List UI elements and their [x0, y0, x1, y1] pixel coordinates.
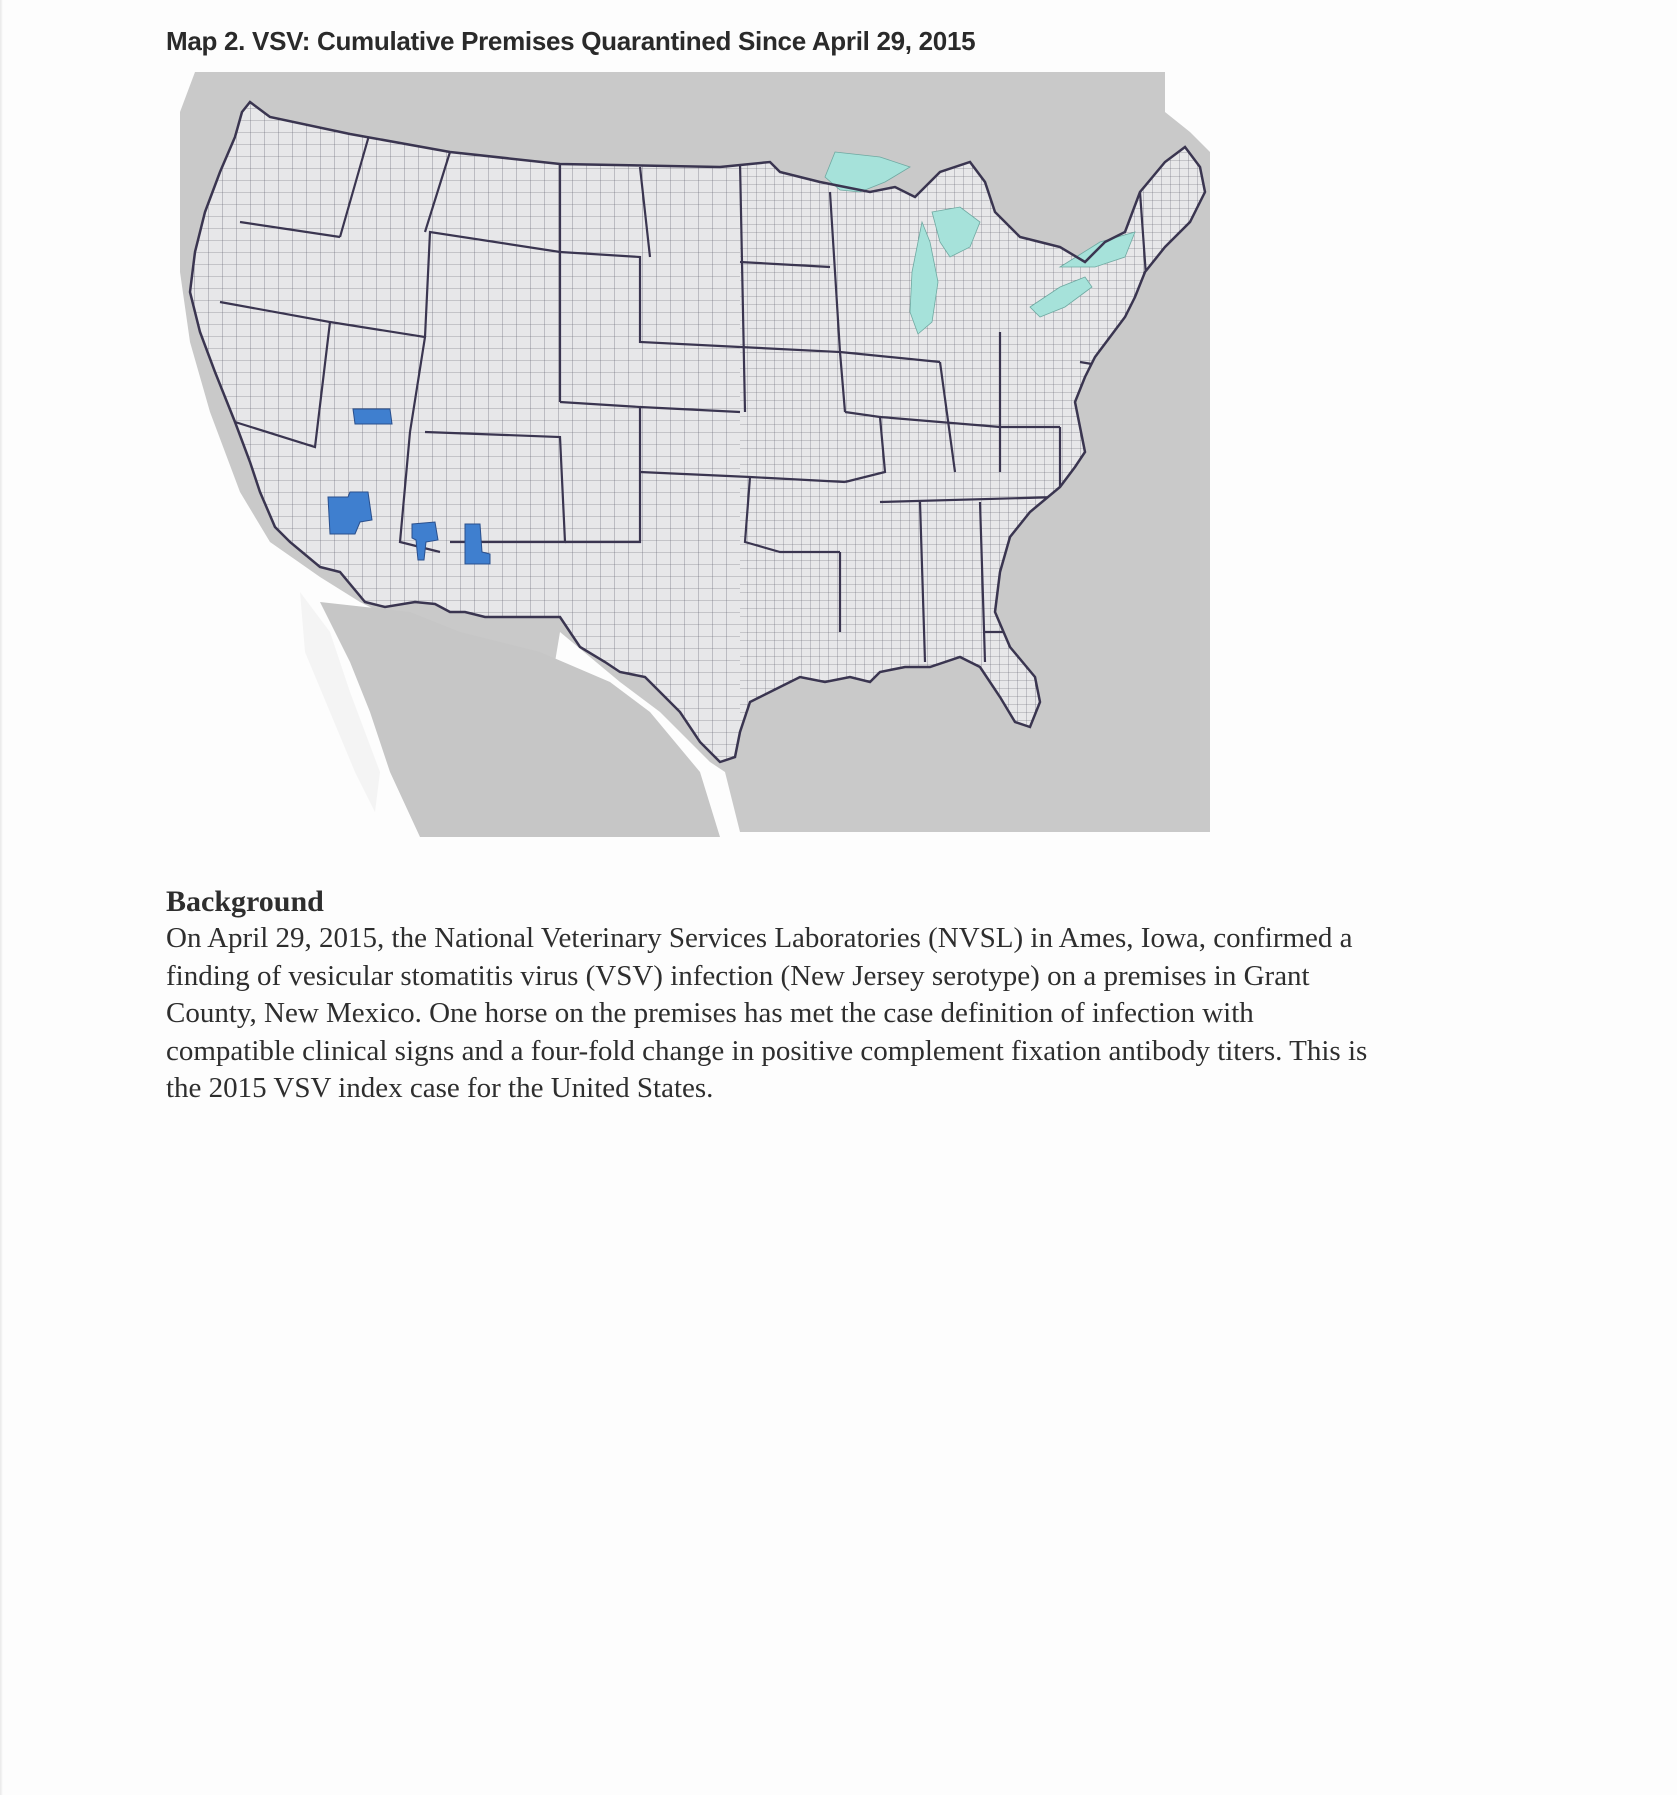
map-title: Map 2. VSV: Cumulative Premises Quarantined Since April 29, 2015 — [166, 26, 976, 56]
map-svg — [180, 72, 1330, 837]
body-line: compatible clinical signs and a four-fold change in positive complement fixation antibody titers. This is — [166, 1034, 1368, 1067]
body-line: County, New Mexico. One horse on the premises has met the case definition of infection with — [166, 997, 1254, 1029]
us-county-map — [180, 72, 1330, 837]
quarantined-county — [353, 409, 392, 424]
body-line: the 2015 VSV index case for the United States. — [166, 1072, 714, 1104]
scan-edge — [0, 0, 3, 1795]
section-body — [166, 920, 1536, 1108]
section-heading: Background — [166, 885, 324, 918]
background-section — [166, 884, 1536, 1108]
body-line: finding of vesicular stomatitis virus (VSV) infection (New Jersey serotype) on a premises in Grant — [166, 959, 1310, 992]
body-line: On April 29, 2015, the National Veterinary Services Laboratories (NVSL) in Ames, Iowa, confirmed a — [166, 922, 1353, 954]
